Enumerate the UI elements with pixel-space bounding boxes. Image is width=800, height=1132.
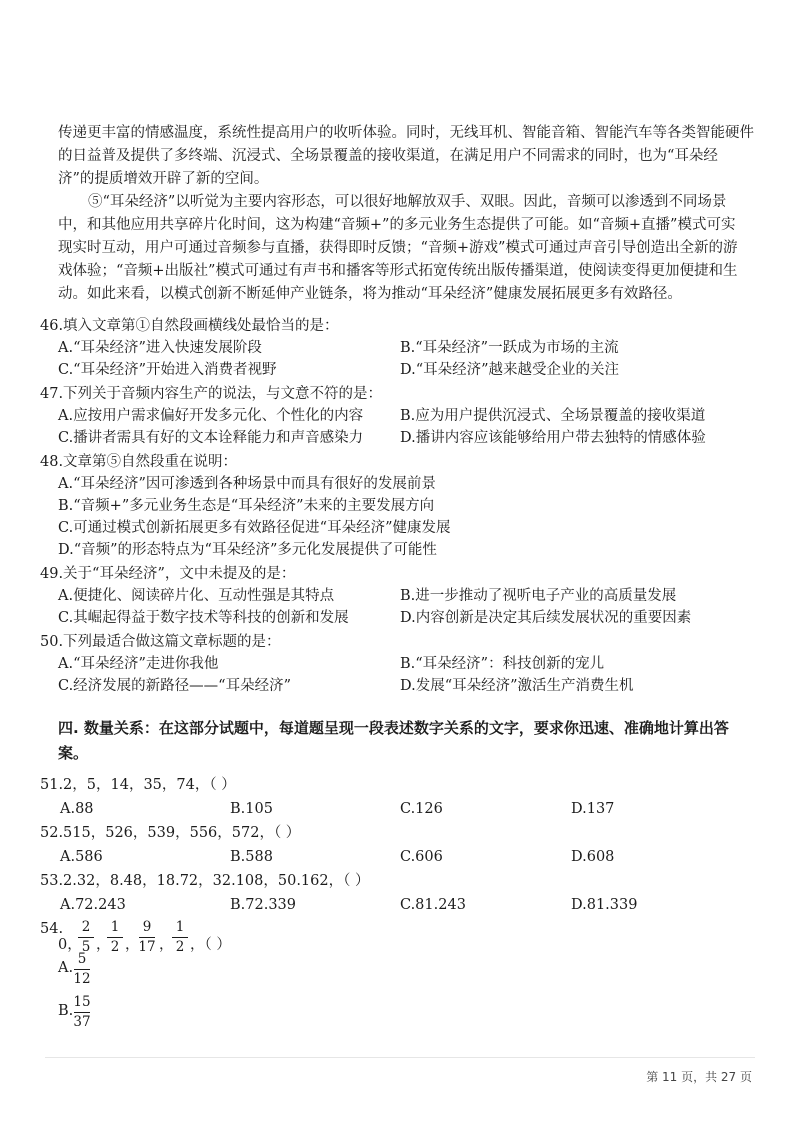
fraction <box>137 919 157 956</box>
fraction-bar <box>172 937 188 938</box>
section-heading: 四. 数量关系：在这部分试题中，每道题呈现一段表述数字关系的文字，要求你迅速、准确地计算出答案。 <box>58 719 729 762</box>
option-b: B.72.339 <box>230 897 297 913</box>
page-number: 第 11 页，共 27 页 <box>646 1070 752 1084</box>
fraction-denominator: 12 <box>73 971 91 987</box>
option-b: B.105 <box>230 801 273 817</box>
option-a: A.“耳朵经济”因可渗透到各种场景中而具有很好的发展前景 <box>58 476 436 492</box>
option-a-label: A. <box>58 960 74 976</box>
passage-line: 中，和其他应用共享碎片化时间，这为构建“音频+”的多元业务生态提供了可能。如“音频+直播”模式可实 <box>58 217 736 233</box>
question-stem: 47.下列关于音频内容生产的说法，与文意不符的是： <box>40 386 383 402</box>
question-stem: 53.2.32，8.48，18.72，32.108，50.162，（ ） <box>40 873 370 889</box>
fraction-denominator: 2 <box>175 939 185 955</box>
fraction-bar <box>74 969 90 970</box>
passage-line: 动。如此来看，以模式创新不断延伸产业链条，将为推动“耳朵经济”健康发展拓展更多有效路径。 <box>58 286 682 302</box>
option-b: B.“音频+”多元业务生态是“耳朵经济”未来的主要发展方向 <box>58 498 435 514</box>
fraction-denominator: 2 <box>110 939 120 955</box>
option-d: D.“耳朵经济”越来越受企业的关注 <box>400 362 620 378</box>
option-b: B.588 <box>230 849 273 865</box>
passage-line: 现实时互动，用户可通过音频参与直播，获得即时反馈；“音频+游戏”模式可通过声音引导创造出全新的游 <box>58 240 738 256</box>
question-stem: 48.文章第⑤自然段重在说明： <box>40 454 238 470</box>
question-stem: 51.2，5，14，35，74，（ ） <box>40 777 236 793</box>
option-a: A.88 <box>60 801 94 817</box>
answer-blank: ，（ ） <box>190 937 231 953</box>
option-d: D.播讲内容应该能够给用户带去独特的情感体验 <box>400 430 706 446</box>
fraction-bar <box>78 937 94 938</box>
option-a: A.“耳朵经济”走进你我他 <box>58 656 219 672</box>
option-a: A.“耳朵经济”进入快速发展阶段 <box>58 340 262 356</box>
option-b: B.应为用户提供沉浸式、全场景覆盖的接收渠道 <box>400 408 706 424</box>
option-b-label: B. <box>58 1003 74 1019</box>
fraction-denominator: 5 <box>81 939 91 955</box>
passage-line: 戏体验；“音频+出版社”模式可通过有声书和播客等形式拓宽传统出版传播渠道，使阅读变得更加便捷和生 <box>58 263 738 279</box>
option-b: B.“耳朵经济”一跃成为市场的主流 <box>400 340 619 356</box>
question-number: 54. <box>40 921 64 937</box>
fraction-bar <box>74 1012 90 1013</box>
footer-divider <box>45 1057 755 1058</box>
option-d: D.81.339 <box>571 897 638 913</box>
fraction-numerator: 1 <box>110 919 120 935</box>
fraction-numerator: 5 <box>77 951 87 967</box>
fraction-numerator: 1 <box>175 919 185 935</box>
option-c: C.606 <box>400 849 443 865</box>
fraction-numerator: 9 <box>142 919 152 935</box>
option-d: D.发展“耳朵经济”激活生产消费生机 <box>400 678 634 694</box>
option-a: A.应按用户需求偏好开发多元化、个性化的内容 <box>58 408 364 424</box>
question-stem: 50.下列最适合做这篇文章标题的是： <box>40 634 281 650</box>
option-d: D.608 <box>571 849 615 865</box>
question-stem: 49.关于“耳朵经济”，文中未提及的是： <box>40 566 296 582</box>
sequence-separator: ， <box>125 937 140 953</box>
option-c: C.经济发展的新路径——“耳朵经济” <box>58 678 292 694</box>
fraction <box>105 919 125 956</box>
passage-line: 济”的提质增效开辟了新的空间。 <box>58 171 269 187</box>
question-stem: 46.填入文章第①自然段画横线处最恰当的是： <box>40 318 339 334</box>
fraction-numerator: 2 <box>81 919 91 935</box>
option-b: B.“耳朵经济”：科技创新的宠儿 <box>400 656 605 672</box>
fraction-denominator: 17 <box>138 939 156 955</box>
passage-line: 传递更丰富的情感温度，系统性提高用户的收听体验。同时，无线耳机、智能音箱、智能汽车等各类智能硬件 <box>58 125 754 141</box>
option-c: C.“耳朵经济”开始进入消费者视野 <box>58 362 277 378</box>
option-a: A.72.243 <box>60 897 126 913</box>
option-a: A.586 <box>60 849 103 865</box>
option-b-fraction <box>72 994 92 1031</box>
sequence-zero: 0， <box>58 937 82 953</box>
option-c: C.81.243 <box>400 897 466 913</box>
fraction-denominator: 37 <box>73 1014 91 1030</box>
passage-line: ⑤“耳朵经济”以听觉为主要内容形态，可以很好地解放双手、双眼。因此，音频可以渗透到不同场景 <box>88 194 727 210</box>
fraction-bar <box>139 937 155 938</box>
option-c: C.126 <box>400 801 443 817</box>
option-d: D.“音频”的形态特点为“耳朵经济”多元化发展提供了可能性 <box>58 542 437 558</box>
option-a: A.便捷化、阅读碎片化、互动性强是其特点 <box>58 588 335 604</box>
option-c: C.其崛起得益于数字技术等科技的创新和发展 <box>58 610 349 626</box>
question-stem: 52.515，526，539，556，572，（ ） <box>40 825 301 841</box>
option-d: D.137 <box>571 801 615 817</box>
option-c: C.播讲者需具有好的文本诠释能力和声音感染力 <box>58 430 364 446</box>
option-c: C.可通过模式创新拓展更多有效路径促进“耳朵经济”健康发展 <box>58 520 451 536</box>
option-b: B.进一步推动了视听电子产业的高质量发展 <box>400 588 677 604</box>
fraction-numerator: 15 <box>73 994 91 1010</box>
option-a-fraction <box>72 951 92 988</box>
sequence-separator: ， <box>159 937 174 953</box>
fraction <box>170 919 190 956</box>
sequence-separator: ， <box>96 937 111 953</box>
passage-line: 的日益普及提供了多终端、沉浸式、全场景覆盖的接收渠道，在满足用户不同需求的同时，也为“耳朵经 <box>58 148 718 164</box>
option-d: D.内容创新是决定其后续发展状况的重要因素 <box>400 610 692 626</box>
fraction-bar <box>107 937 123 938</box>
